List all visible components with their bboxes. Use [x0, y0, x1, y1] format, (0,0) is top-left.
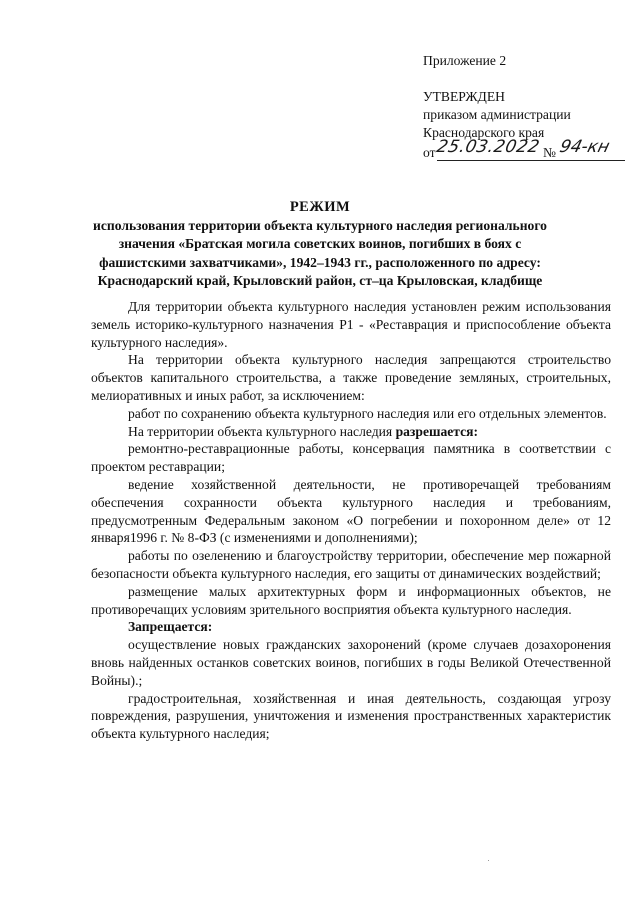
number-sign: № — [543, 145, 556, 160]
document-title: РЕЖИМ — [289, 199, 351, 215]
subtitle-line: Краснодарский край, Крыловский район, ст–ца Крыловская, кладбище — [97, 273, 543, 289]
paragraph-text: На территории объекта культурного наследия — [128, 423, 396, 439]
paragraph: На территории объекта культурного наследия запрещаются строительство объектов капитального строительства, а также проведение земляных, строительных, мелиоративных и иных работ, за исключением: — [91, 352, 611, 403]
paragraph: размещение малых архитектурных форм и информационных объектов, не противоречащих условиям зрительного восприятия объекта культурного наследия. — [91, 583, 611, 617]
paragraph — [91, 423, 611, 441]
date-prefix: от — [423, 145, 436, 160]
approved-label: УТВЕРЖДЕН — [423, 89, 505, 104]
paragraph: ведение хозяйственной деятельности, не противоречащей требованиям обеспечения сохранности объекта культурного наследия и требованиям, предусмотренным Федеральным законом «О погребении и похоронном деле» от 12 января1996 г. № 8-ФЗ (с изменениями и дополнениями); — [91, 476, 611, 546]
subtitle-line: использования территории объекта культурного наследия регионального — [93, 218, 547, 233]
approval-date-line — [423, 137, 633, 164]
handwritten-number: 94-кн — [557, 137, 612, 157]
paragraph: работы по озеленению и благоустройству территории, обеспечение мер пожарной безопасности объекта культурного наследия, его защиты от динамических воздействий; — [91, 548, 611, 581]
paragraph: работ по сохранению объекта культурного наследия или его отдельных элементов. — [128, 405, 607, 421]
paragraph: ремонтно-реставрационные работы, консервация памятника в соответствии с проектом реставрации; — [91, 441, 611, 475]
bold-term-prohibited: Запрещается: — [128, 619, 213, 635]
approval-block — [423, 52, 633, 164]
document-subtitle — [80, 217, 560, 291]
paragraph: осуществление новых гражданских захоронений (кроме случаев дозахоронения вновь найденных останков советских воинов, погибших в годы Великой Отечественной Войны).; — [91, 637, 611, 688]
scan-speck — [488, 860, 489, 861]
document-title-block — [80, 198, 560, 291]
approval-region-line: Краснодарского края — [423, 125, 545, 140]
appendix-label: Приложение 2 — [423, 53, 507, 68]
paragraph: Для территории объекта культурного наследия установлен режим использования земель историко-культурного назначения Р1 - «Реставрация и приспособление объекта культурного наследия». — [91, 299, 611, 350]
approval-order-line: приказом администрации — [423, 107, 571, 122]
paragraph: градостроительная, хозяйственная и иная деятельность, создающая угрозу повреждения, разрушения, уничтожения и изменения пространственных характеристик объекта культурного наследия; — [91, 690, 611, 742]
document-body — [91, 298, 611, 743]
bold-term-allowed: разрешается: — [395, 423, 479, 439]
date-underline — [437, 160, 625, 161]
subtitle-line: фашистскими захватчиками», 1942–1943 гг., расположенного по адресу: — [99, 254, 541, 270]
subtitle-line: значения «Братская могила советских воинов, погибших в боях с — [118, 236, 522, 252]
handwritten-date: 25.03.2022 — [434, 137, 542, 157]
